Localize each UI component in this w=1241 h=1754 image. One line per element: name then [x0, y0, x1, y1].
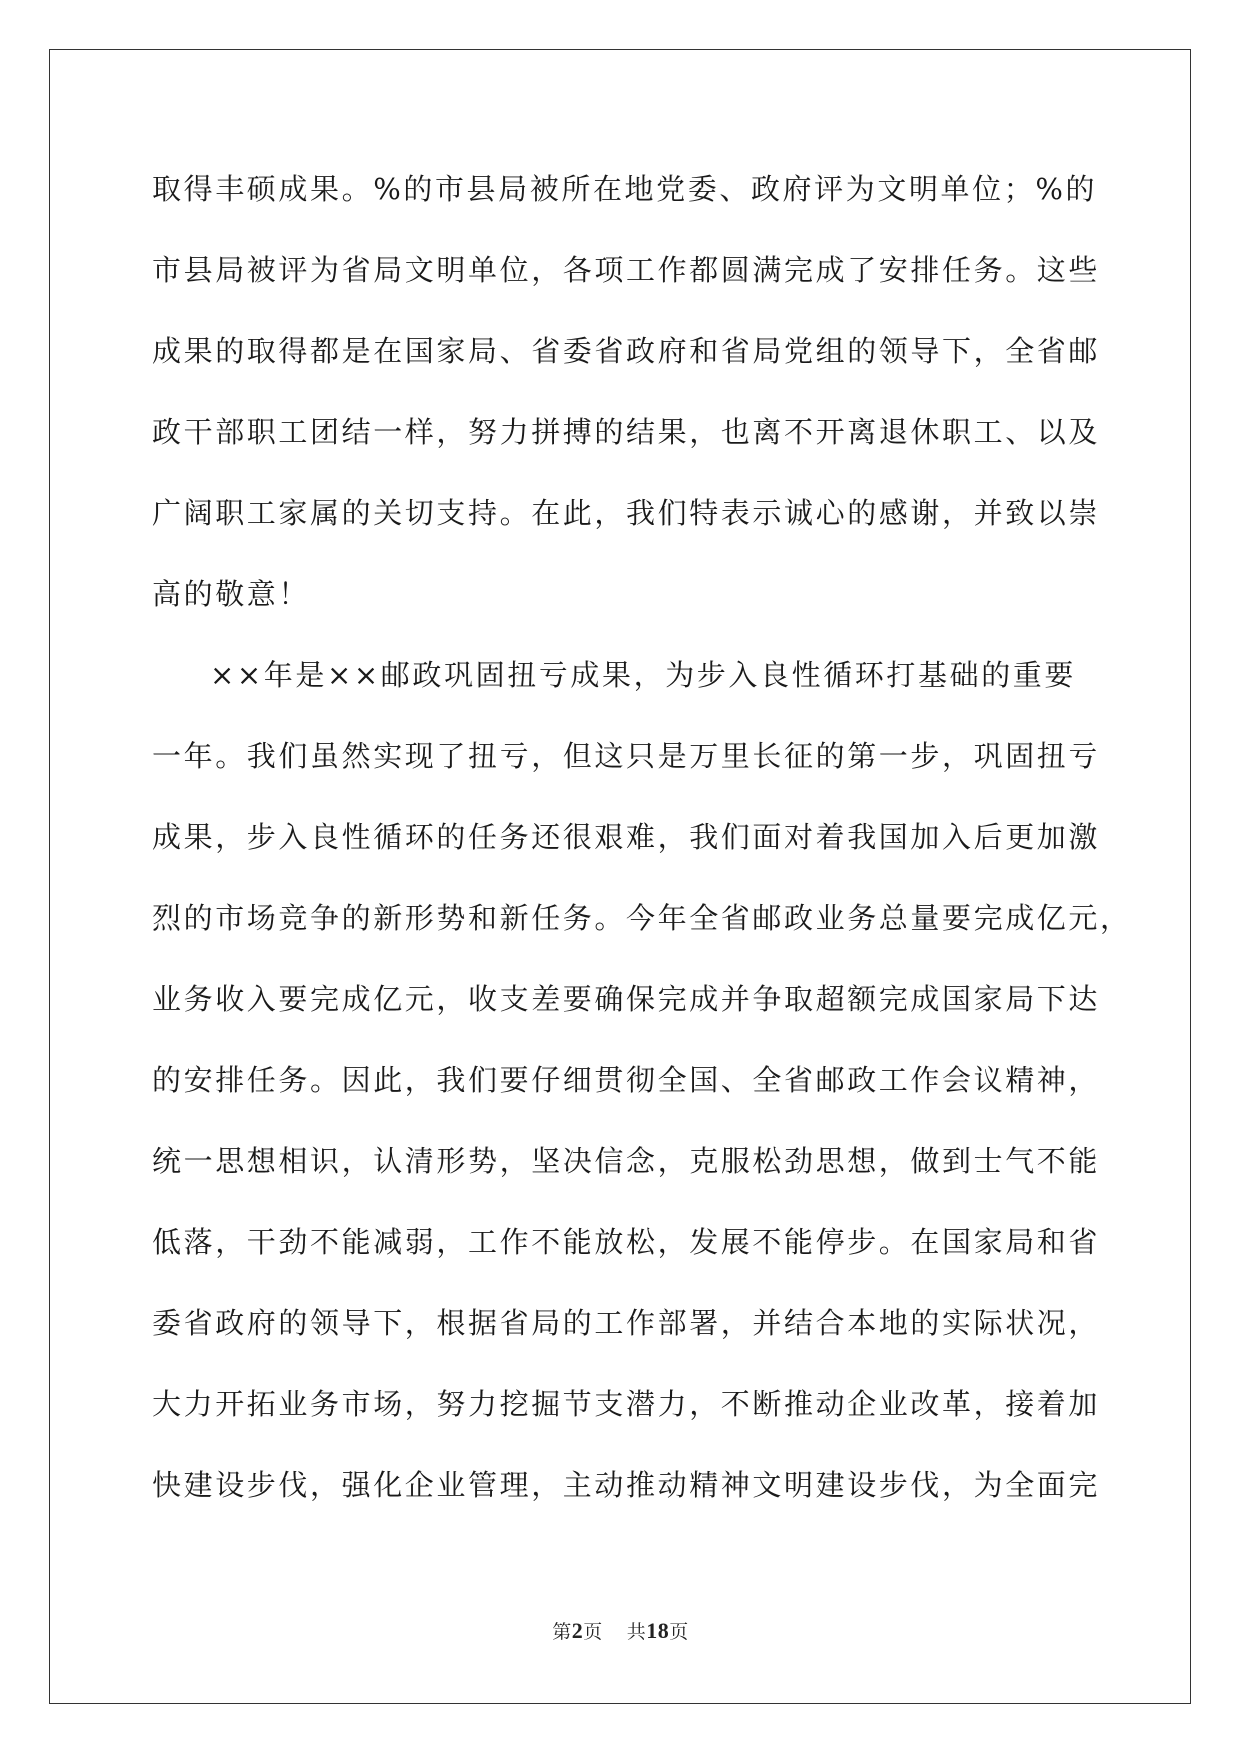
page-suffix: 页 [583, 1621, 603, 1643]
text-line: 委省政府的领导下，根据省局的工作部署，并结合本地的实际状况， [152, 1306, 1101, 1340]
text-line: 一年。我们虽然实现了扭亏，但这只是万里长征的第一步，巩固扭亏 [152, 739, 1101, 773]
text-line: 低落，干劲不能减弱，工作不能放松，发展不能停步。在国家局和省 [152, 1225, 1101, 1259]
total-prefix: 共 [626, 1621, 647, 1643]
page-footer [0, 1617, 1241, 1644]
text-line: 市县局被评为省局文明单位，各项工作都圆满完成了安排任务。这些 [152, 253, 1101, 287]
total-pages: 18 [646, 1618, 670, 1643]
text-line: 成果，步入良性循环的任务还很艰难，我们面对着我国加入后更加激 [152, 820, 1101, 854]
text-line: 取得丰硕成果。%的市县局被所在地党委、政府评为文明单位；%的 [152, 172, 1098, 206]
text-line: 业务收入要完成亿元，收支差要确保完成并争取超额完成国家局下达 [152, 982, 1101, 1016]
text-line: 政干部职工团结一样，努力拼搏的结果，也离不开离退休职工、以及 [152, 415, 1101, 449]
page-number: 2 [571, 1618, 584, 1643]
text-line: 烈的市场竞争的新形势和新任务。今年全省邮政业务总量要完成亿元， [152, 901, 1132, 935]
page-prefix: 第 [552, 1621, 572, 1643]
text-line: 高的敬意！ [152, 577, 311, 611]
text-line: 广阔职工家属的关切支持。在此，我们特表示诚心的感谢，并致以崇 [152, 496, 1101, 530]
text-line: 成果的取得都是在国家局、省委省政府和省局党组的领导下，全省邮 [152, 334, 1101, 368]
total-suffix: 页 [669, 1621, 689, 1643]
text-line: 大力开拓业务市场，努力挖掘节支潜力，不断推动企业改革，接着加 [152, 1387, 1101, 1421]
document-body [152, 164, 1132, 1541]
paragraph-start-line: ××年是××邮政巩固扭亏成果，为步入良性循环打基础的重要 [210, 658, 1076, 692]
text-line: 的安排任务。因此，我们要仔细贯彻全国、全省邮政工作会议精神， [152, 1063, 1101, 1097]
text-line: 快建设步伐，强化企业管理，主动推动精神文明建设步伐，为全面完 [152, 1468, 1101, 1502]
text-line: 统一思想相识，认清形势，坚决信念，克服松劲思想，做到士气不能 [152, 1144, 1101, 1178]
